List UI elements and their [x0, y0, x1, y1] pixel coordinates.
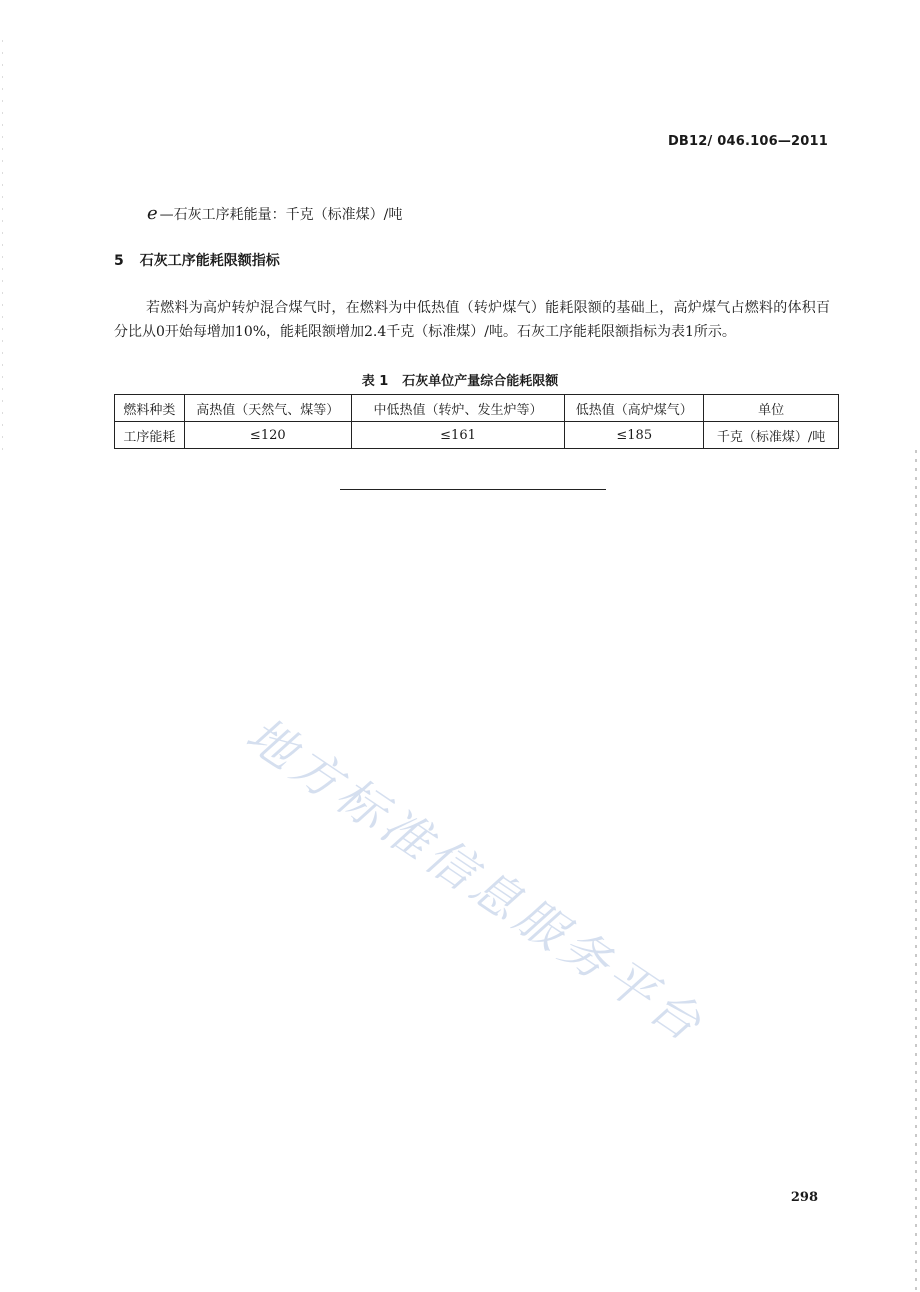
variable-definition	[147, 203, 402, 224]
section-heading	[114, 250, 280, 270]
table-caption	[0, 370, 920, 389]
scan-edge-right	[915, 450, 917, 1292]
section-title: 石灰工序能耗限额指标	[139, 253, 280, 269]
scan-edge-left	[2, 40, 3, 460]
header-cell-unit: 单位	[704, 395, 839, 422]
cell-high-heat-value: ≤120	[184, 422, 351, 449]
variable-description: —石灰工序耗能量：千克（标准煤）/吨	[159, 207, 403, 223]
cell-low-heat-value: ≤185	[565, 422, 704, 449]
table-caption-title: 石灰单位产量综合能耗限额	[402, 374, 559, 389]
cell-mid-low-heat-value: ≤161	[351, 422, 565, 449]
table-header-row	[115, 395, 839, 422]
variable-symbol: e	[147, 203, 158, 224]
section-number: 5	[114, 253, 124, 269]
watermark: 地方标准信息服务平台	[235, 706, 715, 1055]
cell-unit: 千克（标准煤）/吨	[704, 422, 839, 449]
header-cell-high-heat: 高热值（天然气、煤等）	[184, 395, 351, 422]
document-code: DB12/ 046.106—2011	[667, 134, 828, 149]
table-caption-number: 表 1	[361, 374, 389, 389]
header-cell-mid-low-heat: 中低热值（转炉、发生炉等）	[351, 395, 565, 422]
body-paragraph: 若燃料为高炉转炉混合煤气时，在燃料为中低热值（转炉煤气）能耗限额的基础上，高炉煤气占燃料的体积百分比从0开始每增加10%，能耗限额增加2.4千克（标准煤）/吨。石灰工序能耗限额指标为表1所示。	[114, 300, 830, 340]
energy-limit-table	[114, 394, 839, 449]
page-number: 298	[790, 1190, 818, 1205]
row-label-process-energy: 工序能耗	[115, 422, 185, 449]
end-rule	[340, 489, 606, 490]
header-cell-fuel-type: 燃料种类	[115, 395, 185, 422]
header-cell-low-heat: 低热值（高炉煤气）	[565, 395, 704, 422]
table-row	[115, 422, 839, 449]
